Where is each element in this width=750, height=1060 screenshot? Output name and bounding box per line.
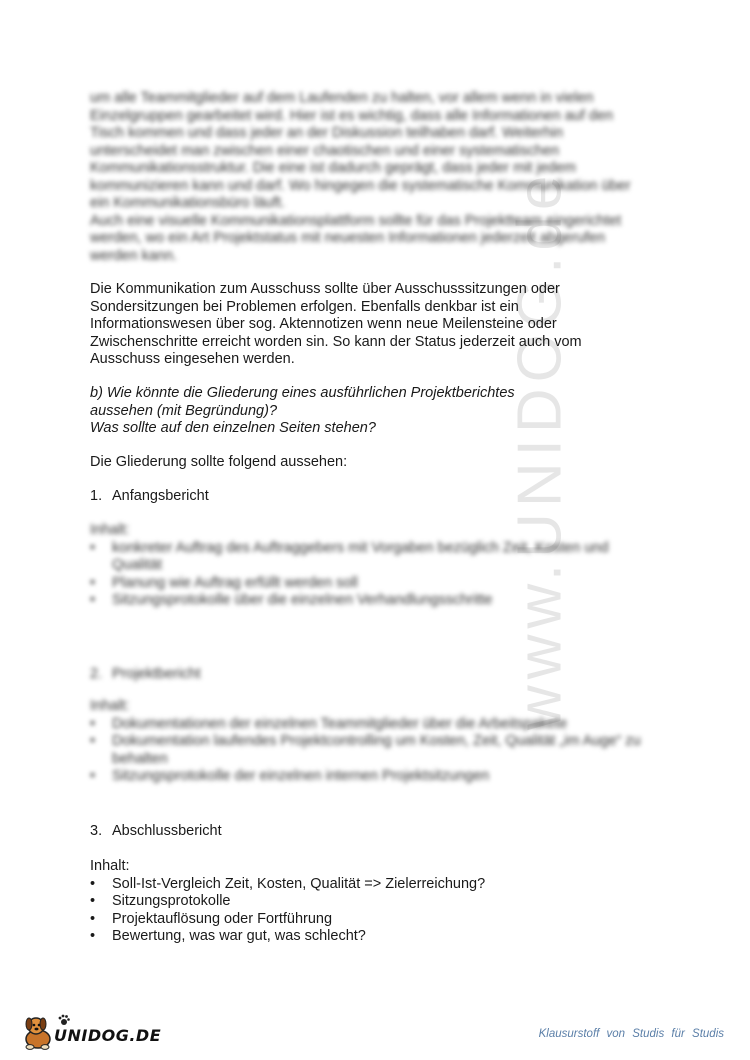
list-item <box>90 575 660 593</box>
section-3-heading <box>90 823 660 841</box>
logo-text: UNIDOG.DE <box>54 1026 162 1045</box>
text-line: b) Wie könnte die Gliederung eines ausführlichen Projektberichtes <box>90 385 515 401</box>
list-item-text: Planung wie Auftrag erfüllt werden soll <box>112 574 358 591</box>
list-item-text: Dokumentationen der einzelnen Teammitglieder über die Arbeitspakete <box>112 715 568 732</box>
section-2-content <box>90 698 660 786</box>
question-block <box>90 385 660 438</box>
text-line: Informationswesen über sog. Aktennotizen wenn neue Meilensteine oder <box>90 316 557 332</box>
paw-icon <box>58 1014 70 1026</box>
text-line: Sondersitzungen bei Problemen erfolgen. Ebenfalls denkbar ist ein <box>90 298 519 315</box>
list-item-text: Sitzungsprotokolle der einzelnen internen Projektsitzungen <box>112 768 490 784</box>
list-item <box>90 716 660 734</box>
section-1-content <box>90 522 660 610</box>
paragraph-ausschuss <box>90 281 660 369</box>
list-item <box>90 928 660 946</box>
list-item <box>90 540 660 575</box>
list-item <box>90 911 660 929</box>
text-line: Zwischenschritte erreicht worden sin. So kann der Status jederzeit auch vom <box>90 333 582 350</box>
bullet-icon: • <box>90 893 96 909</box>
list-item <box>90 876 660 894</box>
section-number: 3. <box>90 823 103 839</box>
list-item-text: Sitzungsprotokolle über die einzelnen Verhandlungsschritte <box>112 592 493 608</box>
list-item-text: Sitzungsprotokolle <box>112 893 231 909</box>
list-item-text: Projektauflösung oder Fortführung <box>112 910 333 927</box>
list-item <box>90 768 660 786</box>
text-line: Einzelgruppen gearbeitet wird. Hier ist es wichtig, dass alle Informationen auf den <box>90 107 614 124</box>
inhalt-label: Inhalt: <box>90 698 130 714</box>
text-line: unterscheidet man zwischen einer chaotischen und einer systematischen <box>90 142 560 159</box>
text-line: ein Kommunikationsbüro läuft. <box>90 195 286 211</box>
bullet-icon: • <box>90 910 96 927</box>
text-line: werden, wo ein Art Projektstatus mit neuesten Informationen jederzeit abgerufen <box>90 230 606 246</box>
section-3-content <box>90 858 660 946</box>
list-item-text: Dokumentation laufendes Projektcontrolling um Kosten, Zeit, Qualität „im Auge“ zu behalten <box>112 733 641 767</box>
section-title: Projektbericht <box>112 666 201 682</box>
text-line: kommunizieren kann und darf. Wo hingegen die systematische Kommunikation über <box>90 177 631 194</box>
bullet-icon: • <box>90 768 96 784</box>
section-number: 1. <box>90 488 103 504</box>
text-line: Die Kommunikation zum Ausschuss sollte über Ausschusssitzungen oder <box>90 281 560 297</box>
bullet-icon: • <box>90 592 96 608</box>
dog-icon <box>18 1012 58 1052</box>
section-title: Anfangsbericht <box>112 488 209 504</box>
list-item <box>90 592 660 610</box>
text-line: um alle Teammitglieder auf dem Laufenden zu halten, vor allem wenn in vielen <box>90 90 594 106</box>
watermark: www.UNIDOG.de <box>505 169 575 730</box>
bullet-icon: • <box>90 574 96 591</box>
inhalt-label: Inhalt: <box>90 858 130 874</box>
list-item <box>90 893 660 911</box>
list-item-text: Soll-Ist-Vergleich Zeit, Kosten, Qualität => Zielerreichung? <box>112 875 486 892</box>
bullet-icon: • <box>90 539 96 556</box>
section-1-heading <box>90 488 660 506</box>
bullet-icon: • <box>90 733 96 749</box>
section-number: 2. <box>90 666 103 682</box>
footer-slogan: Klausurstoff von Studis für Studis <box>538 1028 724 1040</box>
text-line: Auch eine visuelle Kommunikationsplattform sollte für das Projektteam eingerichtet <box>90 212 622 229</box>
unidog-logo[interactable] <box>18 1012 168 1052</box>
blurred-paragraph-top <box>90 90 660 265</box>
text-line: Kommunikationsstruktur. Die eine ist dadurch geprägt, dass jeder mit jedem <box>90 160 576 176</box>
bullet-icon: • <box>90 715 96 732</box>
text-line: werden kann. <box>90 247 178 264</box>
section-title: Abschlussbericht <box>112 823 222 839</box>
list-item <box>90 733 660 768</box>
list-item-text: konkreter Auftrag des Auftraggebers mit Vorgaben bezüglich Zeit, Kosten und Qualität <box>112 539 609 573</box>
inhalt-label: Inhalt: <box>90 522 130 538</box>
section-2-heading <box>90 666 660 684</box>
bullet-icon: • <box>90 875 96 892</box>
bullet-icon: • <box>90 928 96 944</box>
text-line: Ausschuss eingesehen werden. <box>90 351 295 367</box>
list-item-text: Bewertung, was war gut, was schlecht? <box>112 928 366 944</box>
text-line: Was sollte auf den einzelnen Seiten stehen? <box>90 420 376 436</box>
intro-line: Die Gliederung sollte folgend aussehen: <box>90 454 348 470</box>
text-line: aussehen (mit Begründung)? <box>90 402 278 419</box>
text-line: Tisch kommen und dass jeder an der Diskussion teilhaben darf. Weiterhin <box>90 125 564 141</box>
